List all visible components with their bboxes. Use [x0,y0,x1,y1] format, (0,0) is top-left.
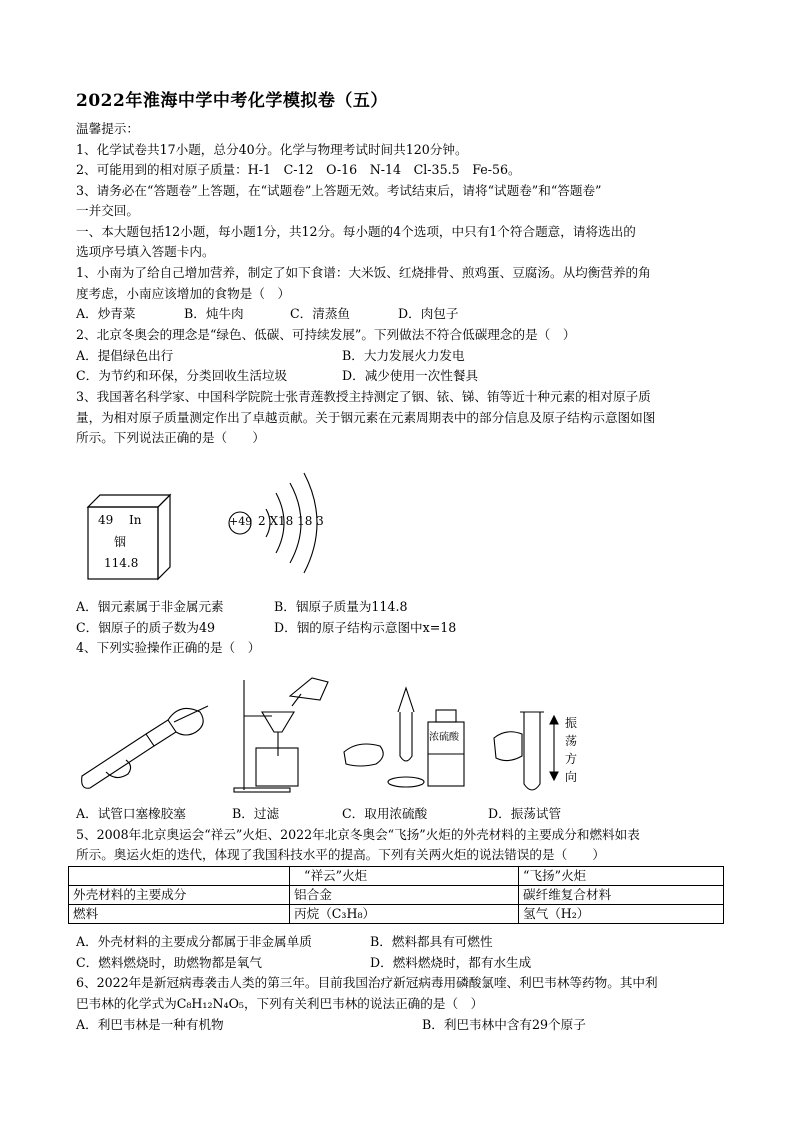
q1-option-a[interactable]: A．炒青菜 [76,306,136,321]
element-number: 49 [98,513,114,527]
test-tube-stopper-drawing [82,706,208,788]
q1-option-c[interactable]: C．清蒸鱼 [290,306,351,321]
table-row [69,867,724,886]
q5-option-c[interactable]: C．燃料燃烧时，助燃物都是氧气 [76,955,262,970]
q6-option-a[interactable]: A．利巴韦林是一种有机物 [76,1017,224,1032]
tip-line: 一并交回。 [76,203,139,218]
table-cell: 碳纤维复合材料 [519,886,724,905]
q5-stem: 5、2008年北京奥运会“祥云”火炬、2022年北京冬奥会“飞扬”火炬的外壳材料的主要成分和燃料如表 [76,827,640,842]
shake-label: 向 [565,770,578,784]
shake-label: 方 [565,752,578,766]
table-cell [69,867,290,886]
indium-figure [76,455,376,595]
q3-stem: 量，为相对原子质量测定作出了卓越贡献。关于铟元素在元素周期表中的部分信息及原子结构示意图如图 [76,410,656,425]
torch-table [68,866,724,924]
table-cell: 氢气（H₂） [519,905,724,924]
q6-stem: 巴韦林的化学式为C₈H₁₂N₄O₅，下列有关利巴韦林的说法正确的是（ ） [76,996,484,1011]
table-header: “飞扬”火炬 [519,867,724,886]
q3-option-c[interactable]: C．铟原子的质子数为49 [76,620,216,635]
q6-stem: 6、2022年是新冠病毒袭击人类的第三年。目前我国治疗新冠病毒用磷酸氯喹、利巴韦林等药物。其中利 [76,975,658,990]
shaking-test-tube-drawing [494,712,558,790]
q4-stem: 4、下列实验操作正确的是（ ） [76,640,261,655]
q3-option-d[interactable]: D．铟的原子结构示意图中x=18 [274,620,457,635]
q2-option-d[interactable]: D．减少使用一次性餐具 [342,368,479,383]
lab-operations-figure [76,676,596,801]
shake-label: 振 [565,716,578,730]
table-header: “祥云”火炬 [290,867,519,886]
q5-option-a[interactable]: A．外壳材料的主要成分都属于非金属单质 [76,934,312,949]
page-title: 2022年淮海中学中考化学模拟卷（五） [76,91,388,111]
atom-nucleus: +49 [229,515,253,528]
q1-option-d[interactable]: D．肉包子 [398,306,459,321]
q3-option-a[interactable]: A．铟元素属于非金属元素 [76,599,224,614]
q2-option-c[interactable]: C．为节约和环保，分类回收生活垃圾 [76,368,288,383]
table-row [69,886,724,905]
element-mass: 114.8 [104,556,139,570]
q4-option-b[interactable]: B．过滤 [232,806,280,821]
q4-option-d[interactable]: D．振荡试管 [488,806,562,821]
q5-stem: 所示。奥运火炬的迭代，体现了我国科技水平的提高。下列有关两火炬的说法错误的是（ ） [76,847,605,862]
q1-option-b[interactable]: B．炖牛肉 [184,306,244,321]
tip-line: 3、请务必在“答题卷”上答题，在“试题卷”上答题无效。考试结束后，请将“试题卷”和“答题卷” [76,183,602,198]
q3-stem: 3、我国著名科学家、中国科学院院士张青莲教授主持测定了铟、铱、锑、铕等近十种元素的相对原子质 [76,389,651,404]
q3-stem: 所示。下列说法正确的是（ ） [76,430,265,445]
q5-option-b[interactable]: B．燃料都具有可燃性 [370,934,493,949]
section-instructions: 选项序号填入答题卡内。 [76,244,215,259]
table-cell: 燃料 [69,905,290,924]
filtration-drawing [234,678,328,792]
atom-shells: 2 X18 18 3 [258,514,324,528]
q2-option-b[interactable]: B．大力发展火力发电 [342,348,465,363]
q1-stem: 1、小南为了给自己增加营养，制定了如下食谱：大米饭、红烧排骨、煎鸡蛋、豆腐汤。从均衡营养的角 [76,265,651,280]
tips-heading: 温馨提示： [76,121,139,136]
table-cell: 外壳材料的主要成分 [69,886,290,905]
table-cell: 丙烷（C₃H₈） [290,905,519,924]
table-row [69,905,724,924]
tip-line: 1、化学试卷共17小题，总分40分。化学与物理考试时间共120分钟。 [76,142,468,157]
q6-option-b[interactable]: B．利巴韦林中含有29个原子 [422,1017,586,1032]
q2-option-a[interactable]: A．提倡绿色出行 [76,348,174,363]
section-instructions: 一、本大题包括12小题，每小题1分，共12分。每小题的4个选项，中只有1个符合题意，请将选出的 [76,224,636,239]
table-cell: 铝合金 [290,886,519,905]
q2-stem: 2、北京冬奥会的理念是“绿色、低碳、可持续发展”。下列做法不符合低碳理念的是（ ） [76,327,576,342]
tip-line: 2、可能用到的相对原子质量：H-1 C-12 O-16 N-14 Cl-35.5 Fe-56。 [76,162,521,177]
q1-stem: 度考虑，小南应该增加的食物是（ ） [76,286,291,301]
shake-label: 荡 [565,734,578,748]
q4-option-c[interactable]: C．取用浓硫酸 [342,806,428,821]
q3-option-b[interactable]: B．铟原子质量为114.8 [274,599,408,614]
q5-option-d[interactable]: D．燃料燃烧时，都有水生成 [370,955,532,970]
element-name: 铟 [114,535,127,549]
acid-bottle-label: 浓硫酸 [429,732,459,743]
element-symbol: In [129,513,142,527]
q4-option-a[interactable]: A．试管口塞橡胶塞 [76,806,186,821]
